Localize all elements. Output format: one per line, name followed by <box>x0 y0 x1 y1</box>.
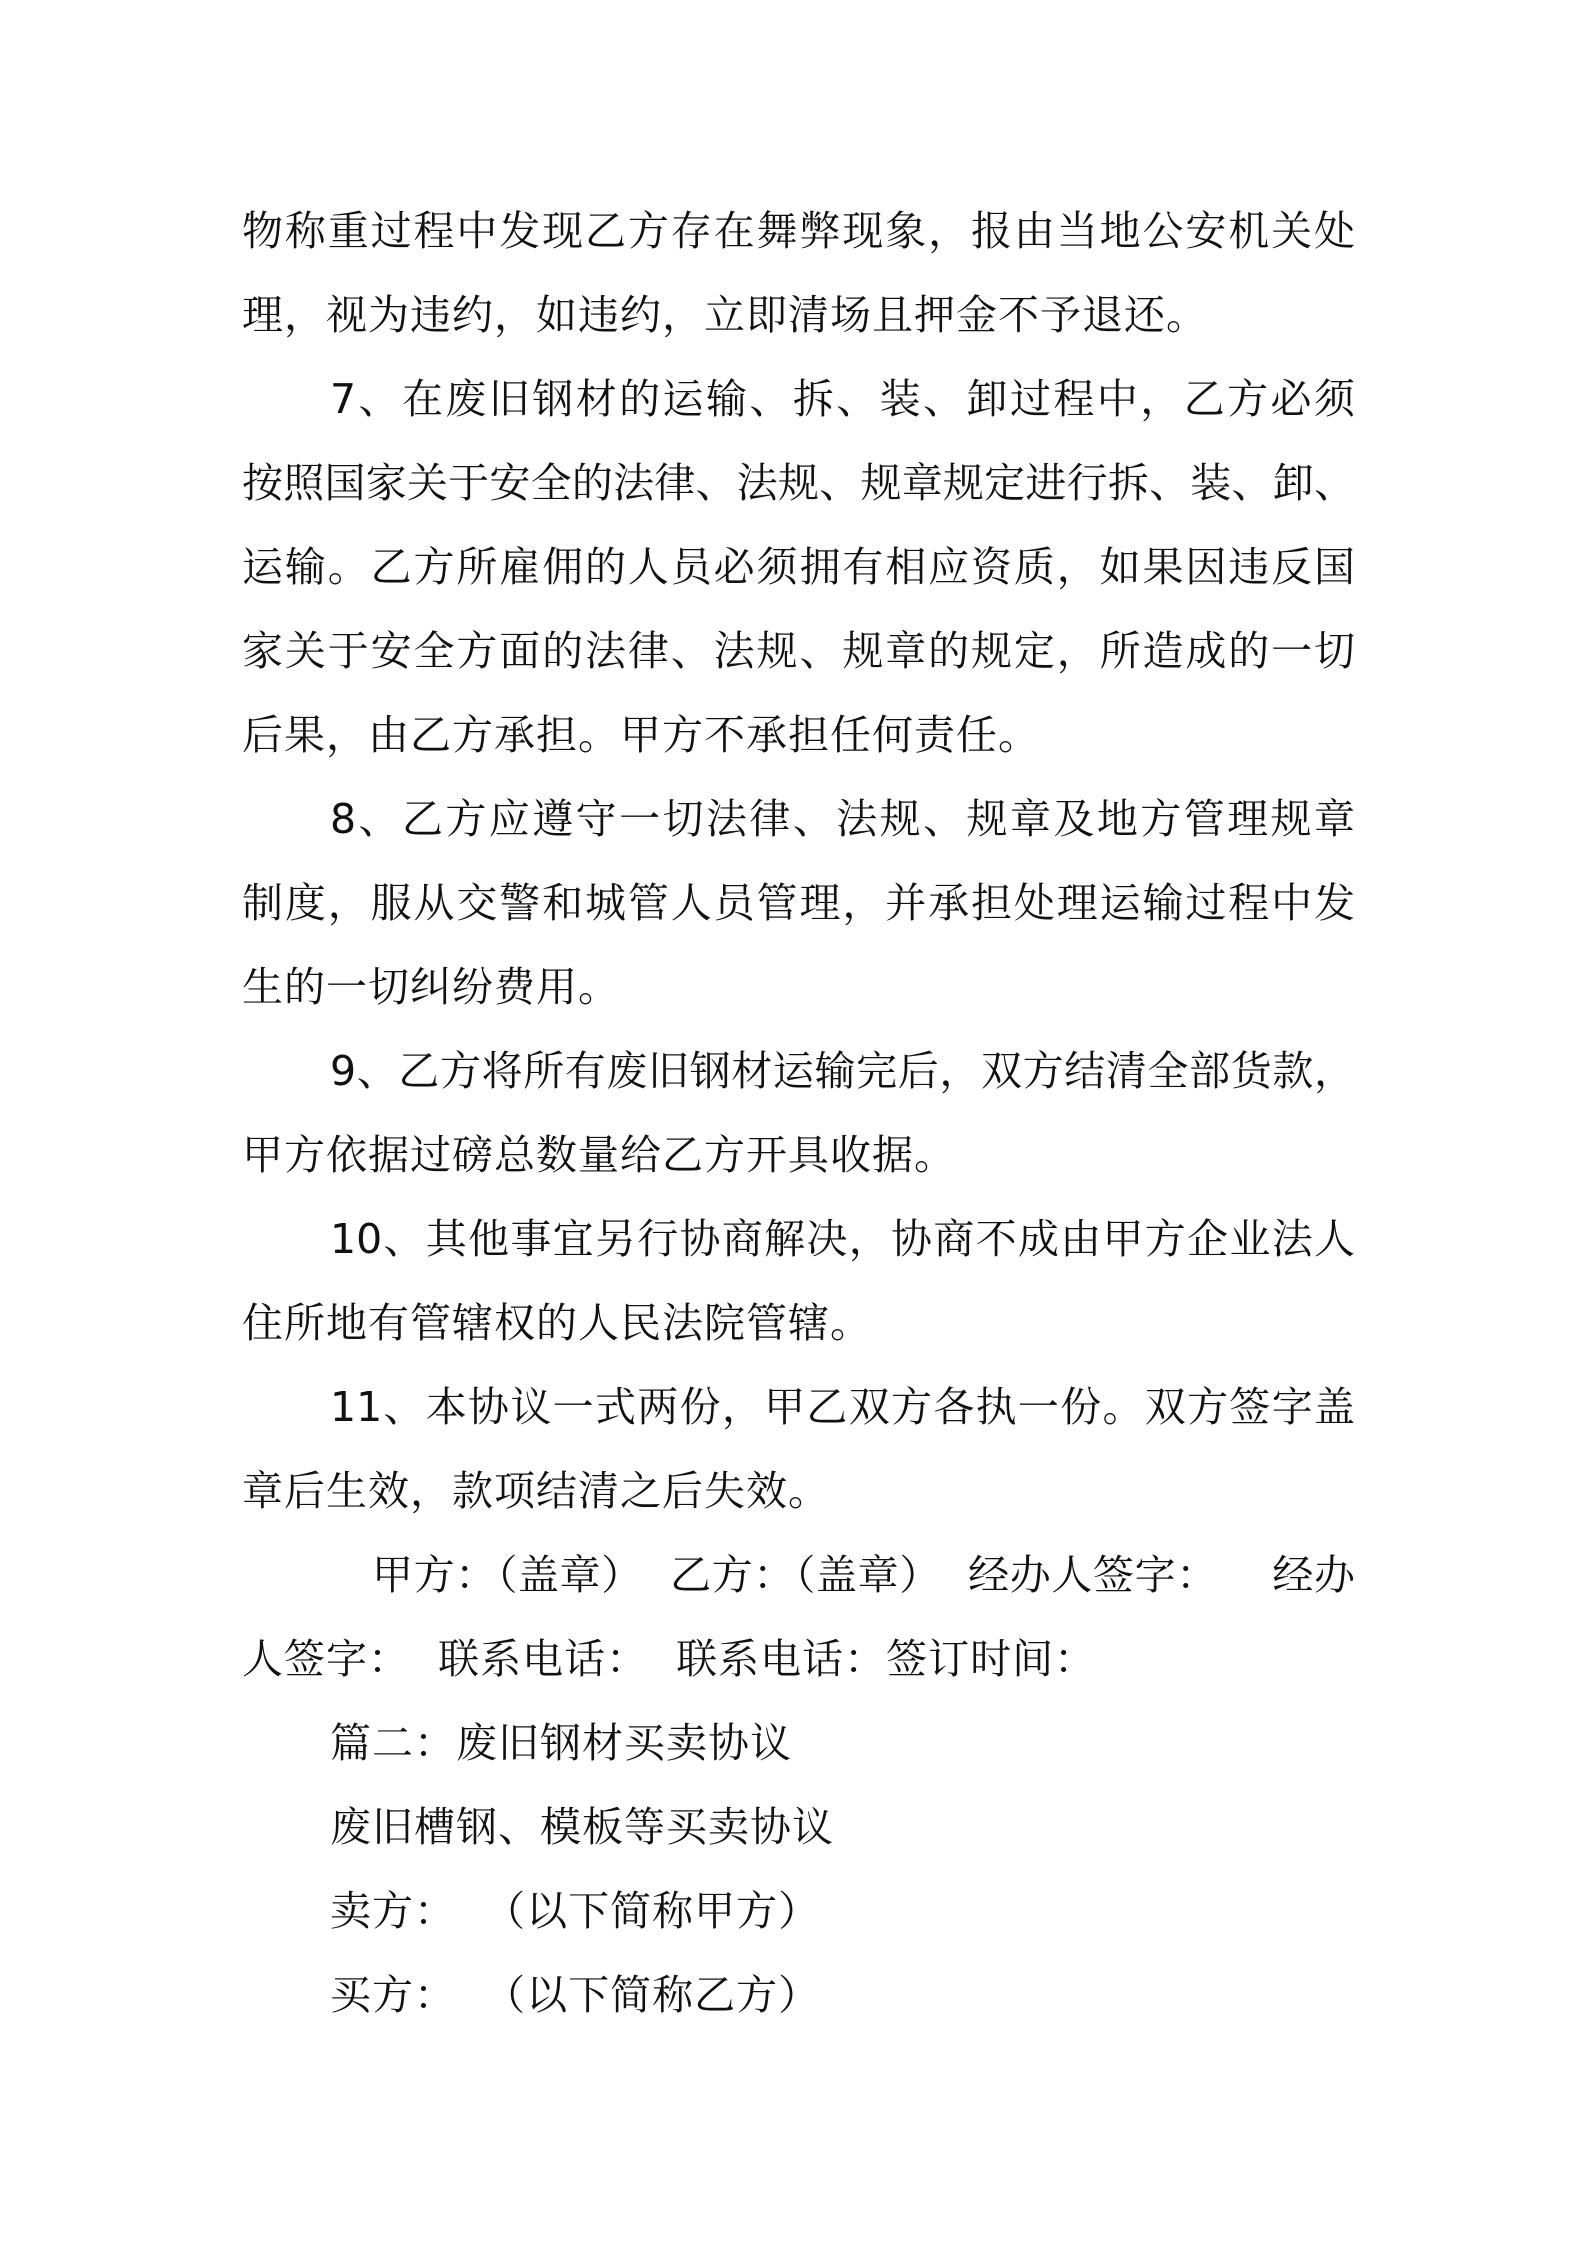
seller-line: 卖方： （以下简称甲方） <box>330 1887 821 1935</box>
part-two-subtitle: 废旧槽钢、模板等买卖协议 <box>330 1803 834 1851</box>
paragraph-clause-7 <box>242 357 1355 777</box>
text-line: 按照国家关于安全的法律、法规、规章规定进行拆、装、卸、 <box>242 459 1355 507</box>
text-line: 7、在废旧钢材的运输、拆、装、卸过程中，乙方必须 <box>330 375 1355 423</box>
signature-block <box>242 1533 1355 1701</box>
text-line: 11、本协议一式两份，甲乙双方各执一份。双方签字盖 <box>330 1383 1355 1431</box>
text-line: 生的一切纠纷费用。 <box>242 963 620 1011</box>
text-line: 理，视为违约，如违约，立即清场且押金不予退还。 <box>242 291 1208 339</box>
text-line: 住所地有管辖权的人民法院管辖。 <box>242 1299 872 1347</box>
text-line: 10、其他事宜另行协商解决，协商不成由甲方企业法人 <box>330 1215 1355 1263</box>
text-line: 章后生效，款项结清之后失效。 <box>242 1467 830 1515</box>
document-page <box>242 189 1355 2037</box>
text-line: 制度，服从交警和城管人员管理，并承担处理运输过程中发 <box>242 879 1355 927</box>
signature-line: 人签字： 联系电话： 联系电话：签订时间： <box>242 1635 1097 1683</box>
text-line: 9、乙方将所有废旧钢材运输完后，双方结清全部货款， <box>330 1047 1355 1095</box>
text-line: 8、乙方应遵守一切法律、法规、规章及地方管理规章 <box>330 795 1355 843</box>
text-line: 家关于安全方面的法律、法规、规章的规定，所造成的一切 <box>242 627 1355 675</box>
paragraph-clause-9 <box>242 1029 1355 1197</box>
text-line: 后果，由乙方承担。甲方不承担任何责任。 <box>242 711 1040 759</box>
text-line: 运输。乙方所雇佣的人员必须拥有相应资质，如果因违反国 <box>242 543 1355 591</box>
text-line: 甲方依据过磅总数量给乙方开具收据。 <box>242 1131 956 1179</box>
buyer-line: 买方： （以下简称乙方） <box>330 1971 821 2019</box>
paragraph-clause-10 <box>242 1197 1355 1365</box>
signature-line: 甲方：（盖章） 乙方：（盖章） 经办人签字： 经办 <box>372 1551 1355 1599</box>
paragraph-clause-11 <box>242 1365 1355 1533</box>
paragraph-continued <box>242 189 1355 357</box>
paragraph-clause-8 <box>242 777 1355 1029</box>
part-two-section <box>242 1701 1355 2037</box>
part-two-title: 篇二：废旧钢材买卖协议 <box>330 1719 792 1767</box>
text-line: 物称重过程中发现乙方存在舞弊现象，报由当地公安机关处 <box>242 207 1355 255</box>
